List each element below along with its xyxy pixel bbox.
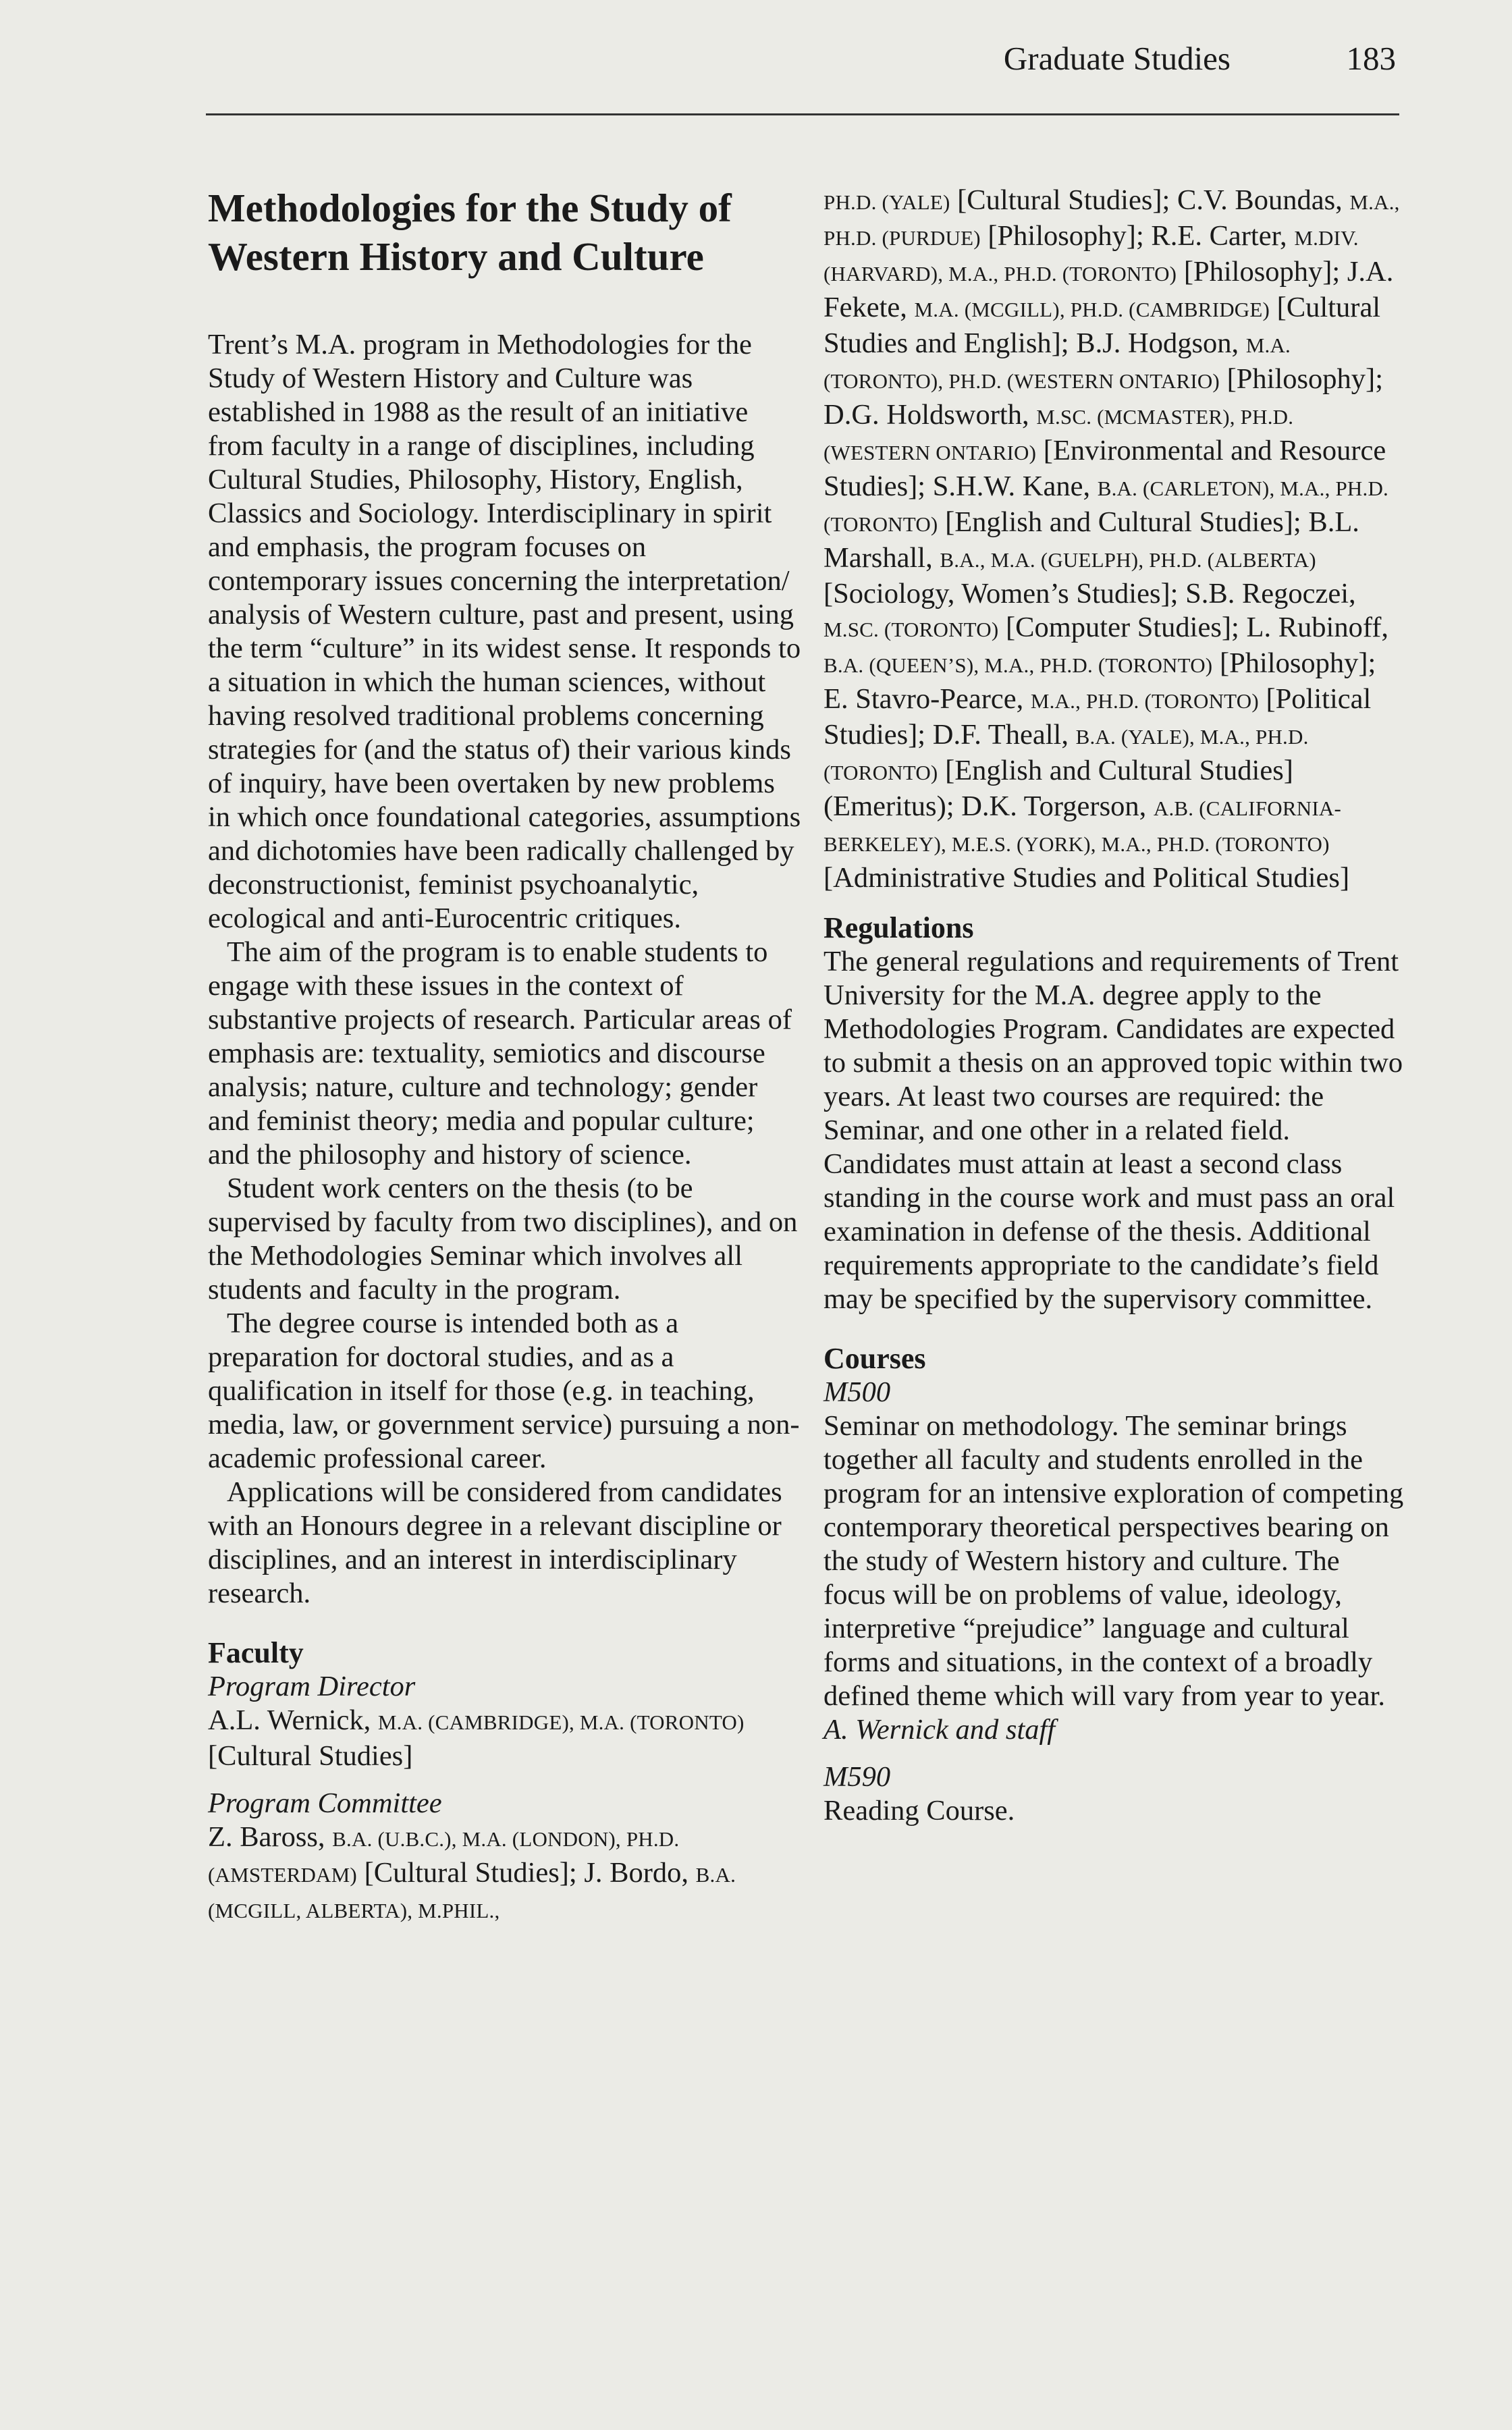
committee-member-name: E. Stavro-Pearce,	[824, 683, 1024, 715]
committee-member-field: [English and Cultural Studies];	[945, 506, 1301, 538]
committee-member-name: R.E. Carter,	[1151, 220, 1287, 252]
committee-member-name: C.V. Boundas,	[1177, 184, 1343, 216]
committee-member-field: [Environmental and Resource Studies];	[824, 435, 1386, 502]
director-entry	[208, 1704, 802, 1773]
committee-member-name: S.B. Regoczei,	[1185, 578, 1356, 610]
committee-member-field: [Philosophy];	[988, 220, 1144, 252]
committee-list-start	[208, 1820, 802, 1928]
course-description: Seminar on methodology. The seminar brings together all faculty and students enrolled in the program for an intensive exploration of competing contemporary theoretical perspectives bearing on the study of Western history and culture. The focus will be on problems of value, ideology, interpretive “prejudice” language and cultural forms and situations, in the context of a broadly defined theme which will vary from year to year.	[824, 1410, 1404, 1712]
committee-member-field: [Computer Studies];	[1005, 612, 1239, 643]
committee-label: Program Committee	[208, 1787, 442, 1819]
committee-member-field: [Philosophy];	[1226, 363, 1383, 395]
committee-member-degrees: B.A. (QUEEN’S), M.A., PH.D. (TORONTO)	[824, 653, 1213, 677]
courses-heading: Courses	[824, 1342, 926, 1375]
committee-member-field: [English and Cultural Studies](Emeritus);	[824, 755, 1293, 822]
committee-member-field: [Cultural Studies];	[957, 184, 1170, 216]
committee-member-name: B.J. Hodgson,	[1076, 327, 1239, 359]
applications-paragraph: Applications will be considered from candidates with an Honours degree in a relevant discipline or disciplines, and an interest in interdisciplinary research.	[208, 1476, 782, 1609]
committee-member-degrees: M.A., PH.D. (PURDUE)	[824, 190, 1400, 250]
regulations-heading: Regulations	[824, 911, 974, 944]
section-name: Graduate Studies	[1003, 40, 1231, 77]
committee-member-name: D.G. Holdsworth,	[824, 399, 1029, 431]
committee-member-field: [Cultural Studies];	[364, 1857, 577, 1889]
committee-member-degrees: B.A. (CARLETON), M.A., PH.D. (TORONTO)	[824, 477, 1389, 536]
committee-member-name: Z. Baross,	[208, 1821, 325, 1853]
course-code: M590	[824, 1761, 891, 1793]
committee-member-field: [Philosophy];	[1219, 647, 1376, 679]
committee-member-degrees: A.B. (CALIFORNIA-BERKELEY), M.E.S. (YORK), M.A., PH.D. (TORONTO)	[824, 796, 1341, 856]
committee-member-degrees: B.A., M.A. (GUELPH), PH.D. (ALBERTA)	[940, 548, 1316, 572]
right-column	[824, 184, 1404, 1828]
running-header	[0, 35, 1396, 82]
committee-member-field: [Cultural Studies and English];	[824, 292, 1381, 359]
director-degrees: M.A. (CAMBRIDGE), M.A. (TORONTO)	[377, 1710, 745, 1734]
left-column	[208, 184, 802, 1928]
committee-member-field: [Philosophy];	[1183, 256, 1341, 288]
committee-member-name: L. Rubinoff,	[1246, 612, 1389, 643]
committee-member-degrees: M.SC. (TORONTO)	[824, 618, 999, 641]
course-description: Reading Course.	[824, 1795, 1015, 1827]
header-rule	[206, 113, 1399, 115]
student-work-paragraph: Student work centers on the thesis (to be supervised by faculty from two disciplines), and on the Methodologies Seminar which involves all students and faculty in the program.	[208, 1172, 798, 1305]
aim-paragraph: The aim of the program is to enable students to engage with these issues in the context of substantive projects of research. Particular areas of emphasis are: textuality, semiotics and discourse analysis; nature, culture and technology; gender and feminist theory; media and popular culture; and the philosophy and history of science.	[208, 936, 792, 1170]
director-name: A.L. Wernick,	[208, 1704, 371, 1736]
committee-member-field: [Administrative Studies and Political Studies]	[824, 862, 1350, 894]
course-instructor: A. Wernick and staff	[824, 1714, 1056, 1746]
committee-member-name: D.F. Theall,	[932, 719, 1069, 751]
faculty-heading: Faculty	[208, 1636, 304, 1669]
committee-member-name: J.A. Fekete,	[824, 256, 1394, 323]
committee-member-degrees: M.A. (TORONTO), PH.D. (WESTERN ONTARIO)	[824, 333, 1291, 393]
committee-member-name: S.H.W. Kane,	[932, 470, 1091, 502]
committee-member-name: B.L. Marshall,	[824, 506, 1359, 574]
committee-member-degrees-part: B.A. (MCGILL, ALBERTA), M.PHIL.,	[208, 1863, 736, 1922]
page-number: 183	[1346, 40, 1396, 77]
committee-member-degrees: B.A. (YALE), M.A., PH.D. (TORONTO)	[824, 725, 1309, 784]
degree-paragraph: The degree course is intended both as a preparation for doctoral studies, and as a qualification in itself for those (e.g. in teaching, media, law, or government service) pursuing a non-academic professional career.	[208, 1307, 800, 1474]
committee-member-name: J. Bordo,	[584, 1857, 689, 1889]
director-field: [Cultural Studies]	[208, 1740, 413, 1772]
committee-member-degrees-part: PH.D. (YALE)	[824, 190, 950, 214]
regulations-text: The general regulations and requirements of Trent University for the M.A. degree apply to the Methodologies Program. Candidates are expected to submit a thesis on an approved topic within two years. At least two courses are required: the Seminar, and one other in a related field. Candidates must attain at least a second class standing in the course work and must pass an oral examination in defense of the thesis. Additional requirements appropriate to the candidate’s field may be specified by the supervisory committee.	[824, 946, 1403, 1315]
committee-member-name: D.K. Torgerson,	[961, 790, 1147, 822]
committee-member-degrees: B.A. (U.B.C.), M.A. (LONDON), PH.D.(AMSTERDAM)	[208, 1827, 680, 1887]
committee-member-field: [Sociology, Women’s Studies];	[824, 578, 1179, 610]
committee-member-degrees: M.DIV. (HARVARD), M.A., PH.D. (TORONTO)	[824, 226, 1359, 286]
committee-member-degrees: M.A. (MCGILL), PH.D. (CAMBRIDGE)	[914, 298, 1270, 321]
intro-paragraph: Trent’s M.A. program in Methodologies for the Study of Western History and Culture was established in 1988 as the result of an initiative from faculty in a range of disciplines, including Cultural Studies, Philosophy, History, English, Classics and Sociology. Interdisciplinary in spirit and emphasis, the program focuses on contemporary issues concerning the interpretation/ analysis of Western culture, past and present, using the term “culture” in its widest sense. It responds to a situation in which the human sciences, without having resolved traditional problems concerning strategies for (and the status of) their various kinds of inquiry, have been overtaken by new problems in which once foundational categories, assumptions and dichotomies have been radically challenged by deconstructionist, feminist psychoanalytic, ecological and anti-Eurocentric critiques.	[208, 329, 801, 934]
director-label: Program Director	[208, 1671, 416, 1702]
committee-list-continued	[824, 184, 1404, 895]
committee-member-field: [Political Studies];	[824, 683, 1372, 751]
program-title: Methodologies for the Study of Western History and Culture	[208, 186, 732, 279]
course-code: M500	[824, 1376, 891, 1408]
committee-member-degrees: M.SC. (MCMASTER), PH.D. (WESTERN ONTARIO)	[824, 405, 1294, 464]
committee-member-degrees: M.A., PH.D. (TORONTO)	[1030, 689, 1259, 713]
